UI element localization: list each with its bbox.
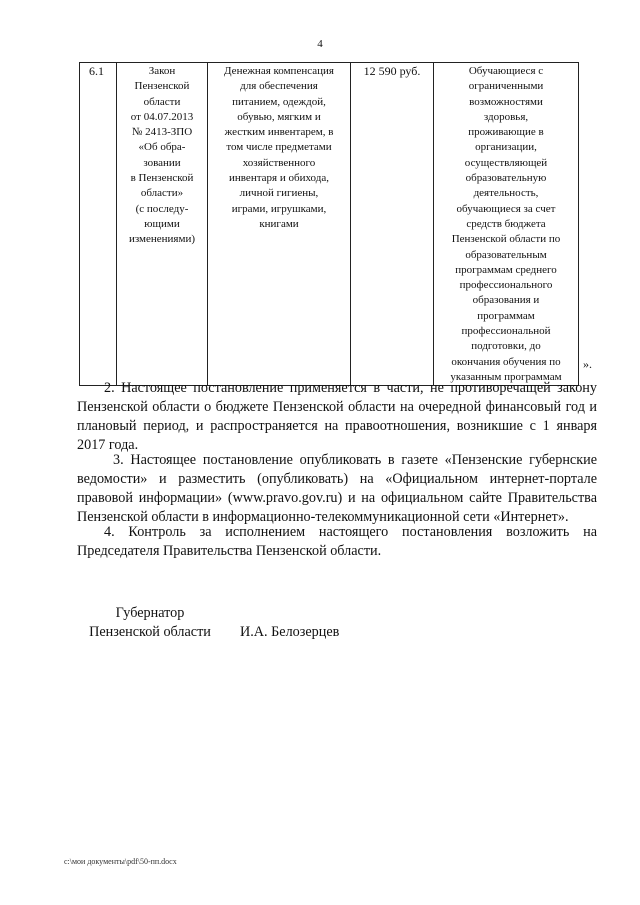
signature-position <box>80 604 220 642</box>
recipients-line: профессиональной <box>461 325 551 338</box>
amount-cell: 12 590 руб. <box>351 63 434 386</box>
signature-title-line: Пензенской области <box>89 624 211 640</box>
law-line: Пензенской <box>134 80 190 93</box>
recipients-line: проживающие в <box>468 126 544 139</box>
compensation-line: книгами <box>259 217 299 230</box>
law-line: от 04.07.2013 <box>130 110 194 123</box>
recipients-line: осуществляющей <box>464 156 548 169</box>
law-line: (с последу- <box>135 202 189 215</box>
signature-name: И.А. Белозерцев <box>240 624 340 640</box>
recipients-line: здоровья, <box>483 110 529 123</box>
recipients-line: организации, <box>475 141 537 154</box>
recipients-cell <box>434 63 579 386</box>
closing-quote-mark: ». <box>583 357 592 371</box>
law-line: «Об обра- <box>138 141 186 154</box>
paragraph-2: 2. Настоящее постановление применяется в части, не противоречащей закону Пензенской области о бюджете Пензенской области на очередной финансовый год и плановый период, и распространяется на правоотношения, возникшие с 1 января 2017 года. <box>77 380 597 453</box>
law-line: ющими <box>144 217 180 230</box>
recipients-line: средств бюджета <box>466 217 546 230</box>
law-line: зовании <box>143 156 181 169</box>
law-line: области» <box>140 187 184 200</box>
recipients-line: Обучающиеся с <box>468 65 544 77</box>
compensation-line: хозяйственного <box>242 156 316 169</box>
paragraph-4: 4. Контроль за исполнением настоящего постановления возложить на Председателя Правительства Пензенской области. <box>77 524 597 559</box>
page-number: 4 <box>317 38 323 50</box>
compensation-line: Денежная компенсация <box>224 65 334 77</box>
recipients-line: возможностями <box>469 95 543 108</box>
recipients-line: программам <box>477 309 535 322</box>
law-reference-cell <box>117 63 208 386</box>
law-line: № 2413-ЗПО <box>131 126 193 139</box>
recipients-line: деятельность, <box>473 187 539 200</box>
compensation-description-cell <box>208 63 351 386</box>
recipients-line: обучающиеся за счет <box>456 202 556 215</box>
compensation-line: питанием, одеждой, <box>232 95 326 108</box>
row-number-cell: 6.1 <box>80 63 117 386</box>
recipients-line: подготовки, до <box>471 340 541 353</box>
recipients-line: окончания обучения по <box>451 355 561 368</box>
recipients-line: образовательным <box>465 248 547 261</box>
law-line: изменениями) <box>128 233 196 246</box>
recipients-line: указанным программам <box>450 370 562 383</box>
table-row <box>80 63 579 386</box>
compensation-line: обувью, мягким и <box>237 110 321 123</box>
signature-title-line: Губернатор <box>115 605 185 621</box>
compensation-line: личной гигиены, <box>239 187 319 200</box>
recipients-line: профессионального <box>459 279 553 292</box>
compensation-line: для обеспечения <box>240 80 318 93</box>
compensation-table <box>79 62 579 386</box>
recipients-line: программам среднего <box>455 263 557 276</box>
compensation-line: играми, игрушками, <box>231 202 327 215</box>
compensation-line: инвентаря и обихода, <box>229 172 329 185</box>
recipients-line: образовательную <box>465 172 547 185</box>
law-line: Закон <box>148 65 176 77</box>
compensation-line: жестким инвентарем, в <box>224 126 334 139</box>
law-line: в Пензенской <box>130 172 194 185</box>
footer-file-path: c:\мои документы\pdf\50-пп.docx <box>64 857 177 866</box>
recipients-line: Пензенской области по <box>451 233 561 246</box>
paragraph-3: 3. Настоящее постановление опубликовать в газете «Пензенские губернские ведомости» и разместить (опубликовать) на «Официальном интернет-портале правовой информации» (www.pravo.gov.ru) и на официальном сайте Правительства Пензенской области в информационно-телекоммуникационной сети «Интернет». <box>77 452 597 525</box>
recipients-line: ограниченными <box>468 80 544 93</box>
recipients-line: образования и <box>472 294 540 307</box>
compensation-line: том числе предметами <box>226 141 332 154</box>
law-line: области <box>143 95 181 108</box>
